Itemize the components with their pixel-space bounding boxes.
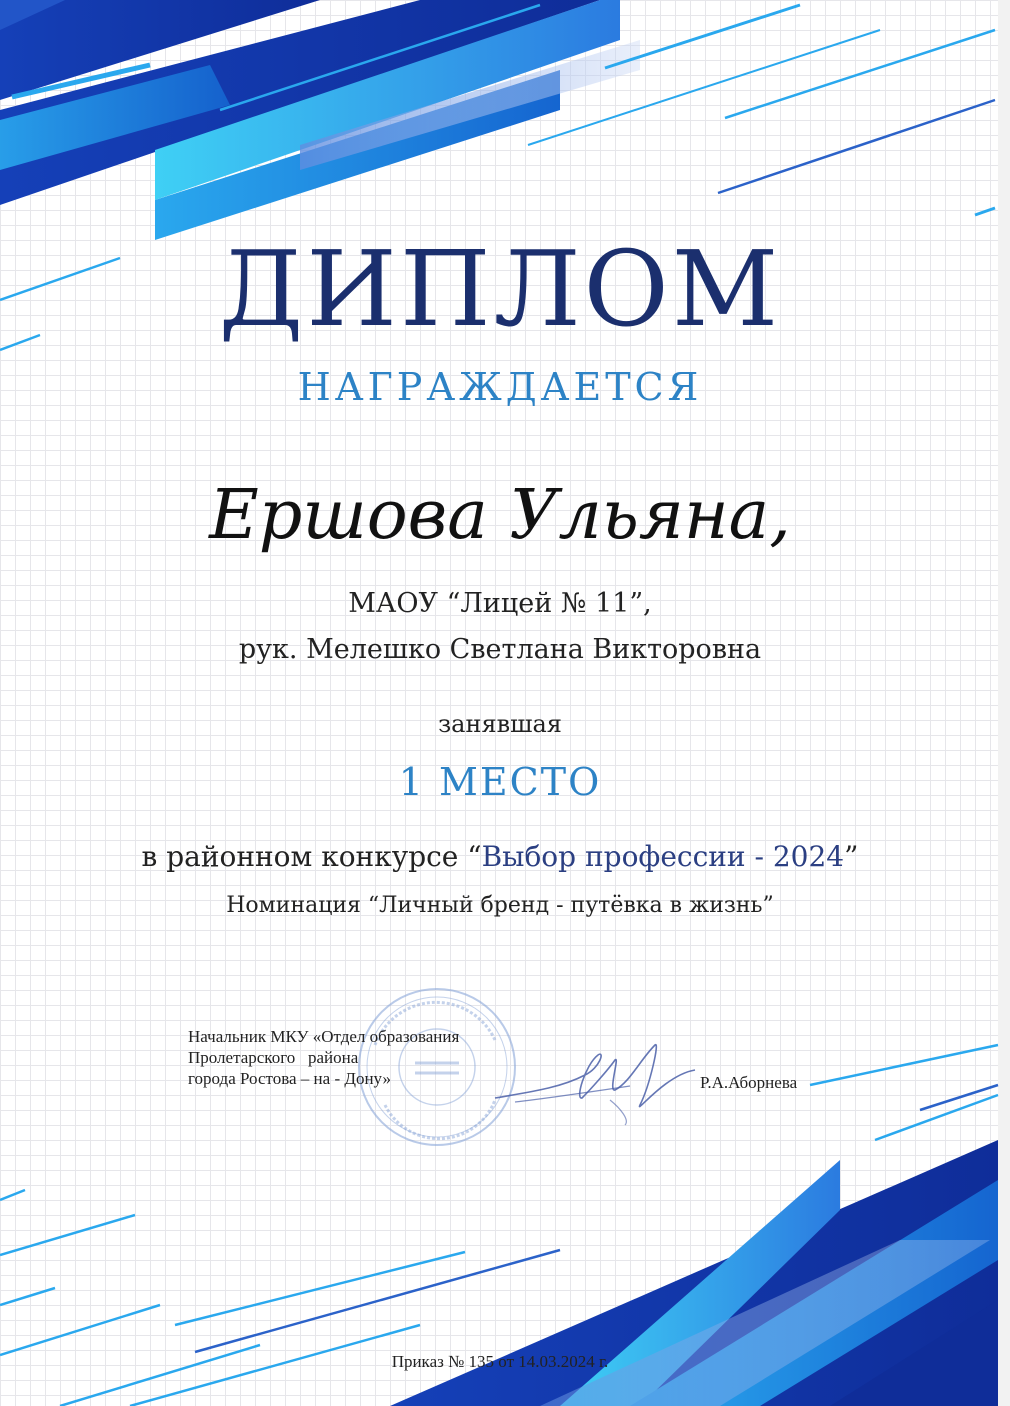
occupied-label: занявшая bbox=[438, 710, 562, 738]
contest-line bbox=[0, 840, 1000, 873]
signature-line-1: Начальник МКУ «Отдел образования bbox=[188, 1027, 460, 1046]
awardee-leader: рук. Мелешко Светлана Викторовна bbox=[238, 634, 762, 665]
signature-line-3: города Ростова – на - Дону» bbox=[188, 1069, 391, 1088]
signature-block bbox=[188, 1026, 528, 1089]
signature-line-2: Пролетарского района bbox=[188, 1048, 359, 1067]
nomination-line: Номинация “Личный бренд - путёвка в жизнь” bbox=[226, 893, 774, 918]
signer-name: Р.А.Аборнева bbox=[700, 1073, 798, 1092]
contest-suffix: ” bbox=[844, 840, 859, 873]
awardee-organization: МАОУ “Лицей № 11”, bbox=[348, 588, 652, 619]
awardee-name-text: Ершова Ульяна, bbox=[209, 476, 791, 555]
diploma-subtitle: НАГРАЖДАЕТСЯ bbox=[297, 365, 703, 409]
order-number: Приказ № 135 от 14.03.2024 г. bbox=[391, 1352, 609, 1371]
handwritten-signature bbox=[490, 1030, 700, 1130]
place-label: 1 МЕСТО bbox=[398, 760, 602, 804]
contest-name: Выбор профессии - 2024 bbox=[481, 840, 845, 873]
contest-prefix: в районном конкурсе “ bbox=[141, 840, 482, 873]
diploma-title: ДИПЛОМ bbox=[218, 228, 782, 350]
awardee-name bbox=[180, 440, 820, 580]
